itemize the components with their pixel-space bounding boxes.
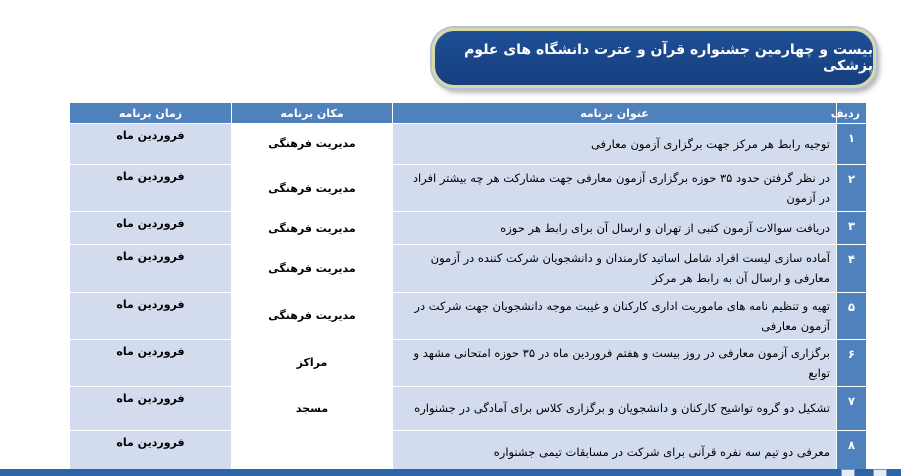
- slide-title-text: بیست و چهارمین جشنواره قرآن و عترت دانشگاه های علوم پزشکی: [464, 42, 873, 74]
- program-title: آماده سازی لیست افراد شامل اساتید کارمندان و دانشجویان شرکت کننده در آزمون معارفی و ارسال آن به رابط هر مرکز: [393, 245, 837, 292]
- program-title: در نظر گرفتن حدود ۳۵ حوزه برگزاری آزمون معارفی جهت مشارکت هر چه بیشتر افراد در آزمون: [393, 165, 837, 212]
- program-title: دریافت سوالات آزمون کتبی از تهران و ارسال آن برای رابط هر حوزه: [393, 212, 837, 245]
- table-row: [70, 431, 867, 475]
- program-place: مراکز: [232, 339, 393, 386]
- program-title: معرفی دو تیم سه نفره قرآنی برای شرکت در مسابقات تیمی جشنواره: [393, 431, 837, 475]
- table-row: [70, 387, 867, 431]
- table-row: [70, 165, 867, 212]
- row-number: ۳: [837, 212, 867, 245]
- row-number: ۶: [837, 339, 867, 386]
- slide-nav: [841, 469, 887, 476]
- program-time: فروردین ماه: [70, 387, 232, 431]
- header-radif: ردیف: [837, 103, 867, 124]
- table-row: [70, 292, 867, 339]
- table-row: [70, 245, 867, 292]
- program-time: فروردین ماه: [70, 339, 232, 386]
- header-place: مکان برنامه: [232, 103, 393, 124]
- slide-title: [432, 28, 876, 88]
- program-time: فروردین ماه: [70, 124, 232, 165]
- row-number: ۵: [837, 292, 867, 339]
- row-number: ۲: [837, 165, 867, 212]
- row-number: ۱: [837, 124, 867, 165]
- table-row: [70, 339, 867, 386]
- program-place: مدیریت فرهنگی: [232, 292, 393, 339]
- program-table: [69, 103, 867, 475]
- row-number: ۷: [837, 387, 867, 431]
- program-place: مسجد: [232, 387, 393, 431]
- bottom-bar: [0, 469, 901, 476]
- program-place: [232, 431, 393, 475]
- program-place: مدیریت فرهنگی: [232, 212, 393, 245]
- table-row: [70, 124, 867, 165]
- program-place: مدیریت فرهنگی: [232, 124, 393, 165]
- program-time: فروردین ماه: [70, 212, 232, 245]
- program-place: مدیریت فرهنگی: [232, 165, 393, 212]
- program-title: توجیه رابط هر مرکز جهت برگزاری آزمون معارفی: [393, 124, 837, 165]
- program-place: مدیریت فرهنگی: [232, 245, 393, 292]
- program-time: فروردین ماه: [70, 165, 232, 212]
- program-time: فروردین ماه: [70, 431, 232, 475]
- row-number: ۴: [837, 245, 867, 292]
- slide-nav-icon[interactable]: [873, 469, 887, 476]
- row-number: ۸: [837, 431, 867, 475]
- program-title: تهیه و تنظیم نامه های ماموریت اداری کارکنان و غیبت موجه دانشجویان جهت شرکت در آزمون معارفی: [393, 292, 837, 339]
- program-time: فروردین ماه: [70, 245, 232, 292]
- table-header-row: [70, 103, 867, 124]
- header-time: زمان برنامه: [70, 103, 232, 124]
- program-title: برگزاری آزمون معارفی در روز بیست و هفتم فروردین ماه در ۳۵ حوزه امتحانی مشهد و توابع: [393, 339, 837, 386]
- table-row: [70, 212, 867, 245]
- program-title: تشکیل دو گروه تواشیح کارکنان و دانشجویان و برگزاری کلاس برای آمادگی در جشنواره: [393, 387, 837, 431]
- header-title: عنوان برنامه: [393, 103, 837, 124]
- slide-nav-icon[interactable]: [841, 469, 855, 476]
- program-time: فروردین ماه: [70, 292, 232, 339]
